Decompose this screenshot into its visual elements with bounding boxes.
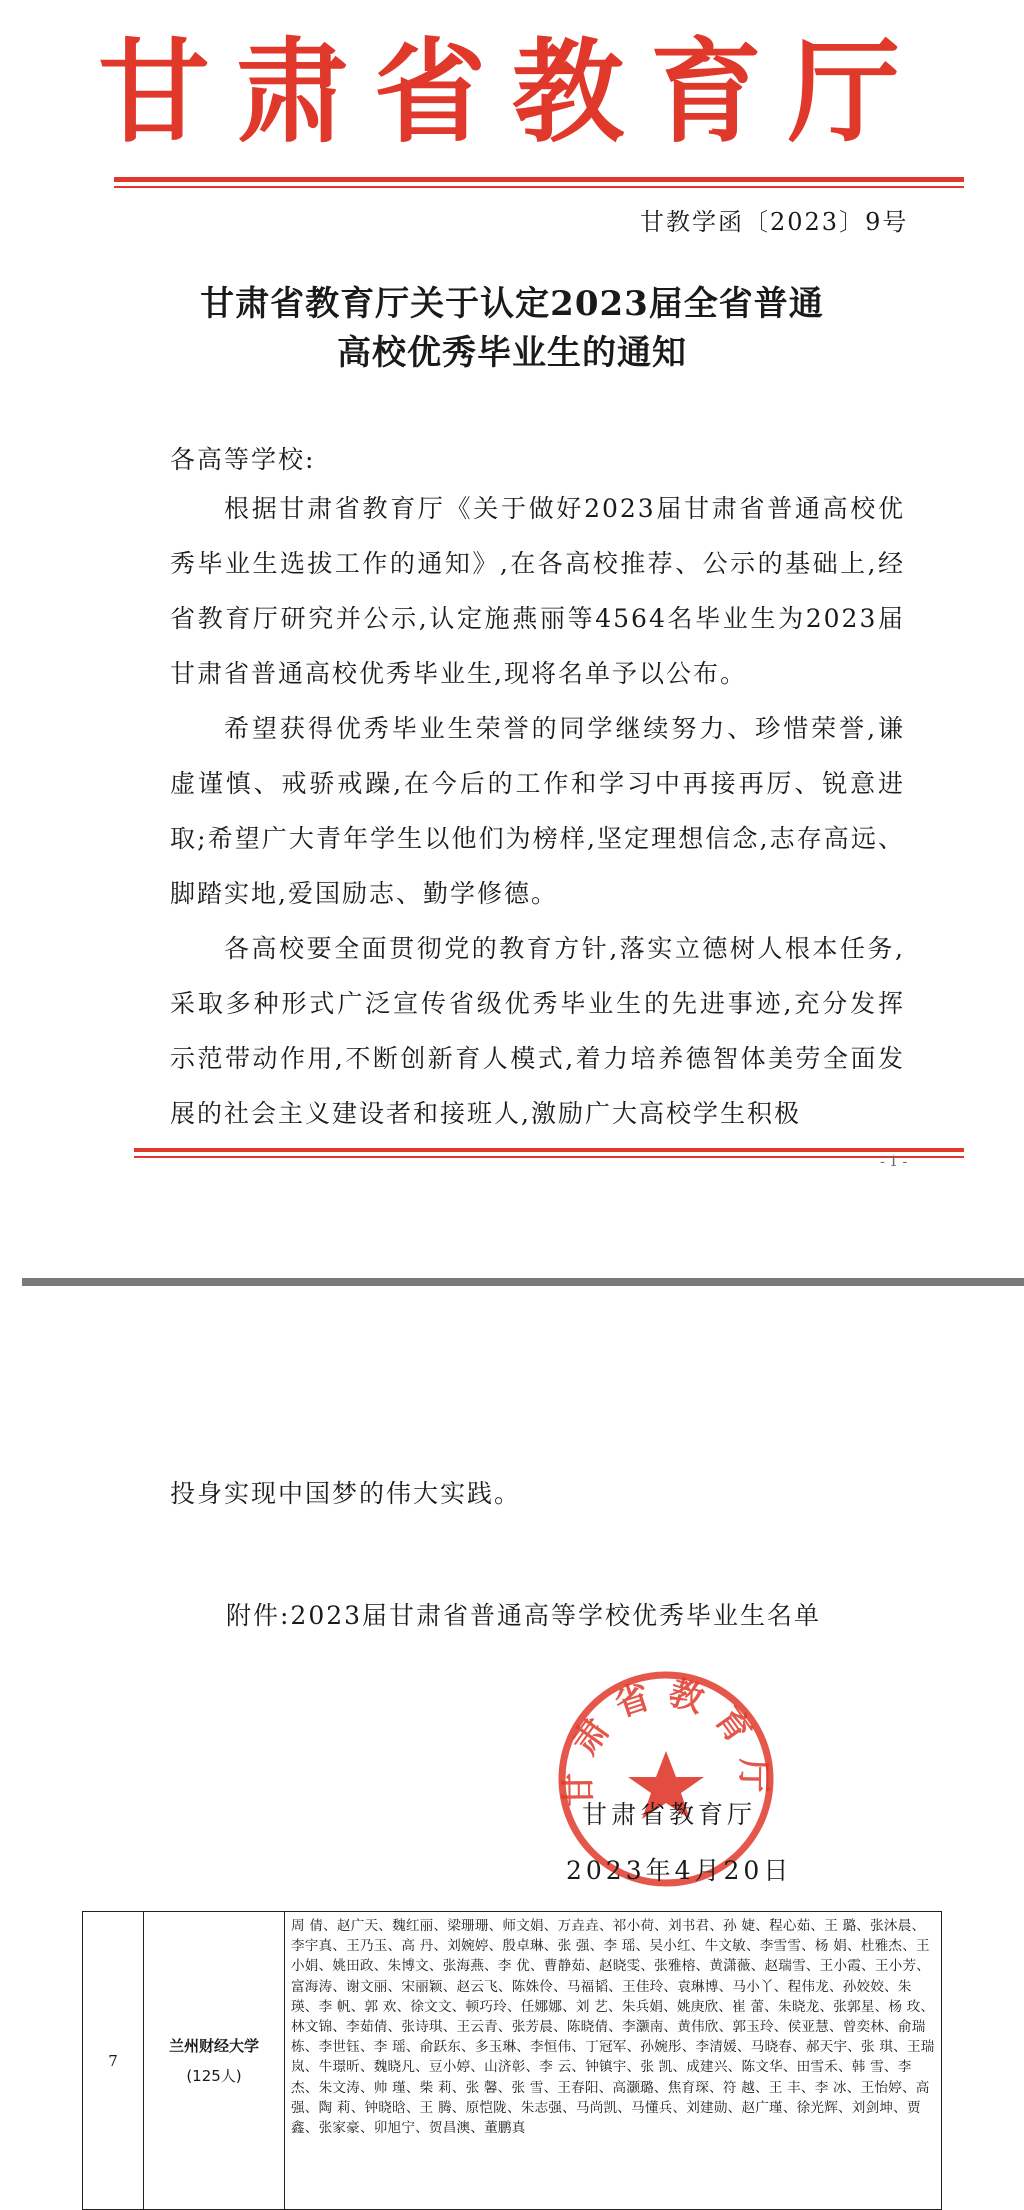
graduate-count: (125人) — [186, 2066, 242, 2085]
red-divider-top-thick — [114, 177, 964, 182]
page-separator — [22, 1278, 1024, 1286]
page-number: - 1 - — [880, 1154, 908, 1170]
issuer-signature: 甘肃省教育厅 — [582, 1800, 757, 1829]
graduate-list-table — [82, 1911, 942, 2210]
red-divider-top-thin — [114, 186, 964, 188]
paragraph-2: 希望获得优秀毕业生荣誉的同学继续努力、珍惜荣誉,谦虚谨慎、戒骄戒躁,在今后的工作和学习中再接再厉、锐意进取;希望广大青年学生以他们为榜样,坚定理想信念,志存高远、脚踏实地,爱国励志、勤学修德。 — [170, 714, 905, 908]
row-number: 7 — [83, 1912, 144, 2210]
document-title-line-2: 高校优秀毕业生的通知 — [337, 333, 687, 373]
salutation: 各高等学校: — [170, 445, 316, 474]
attachment-note: 附件:2023届甘肃省普通高等学校优秀毕业生名单 — [226, 1601, 822, 1630]
masthead-title: 甘肃省教育厅 — [98, 28, 926, 158]
document-number: 甘教学函〔2023〕9号 — [640, 208, 909, 236]
graduate-names: 周 倩、赵广天、魏红丽、梁珊珊、师文娟、万垚垚、祁小荷、刘书君、孙 婕、程心茹、王 璐、张沐晨、李宇真、王乃玉、高 丹、刘婉婷、殷卓琳、张 强、李 瑶、吴小红、牛文敏、李雪雪、杨 娟、杜雅杰、王小娟、姚田政、朱博文、张海燕、李 优、曹静茹、赵晓雯、张雅榕、黄潇薇、赵瑞雪、王小霞、王小芳、富海涛、谢文丽、宋丽颖、赵云飞、陈姝伶、马福韬、王佳玲、袁琳博、马小丫、程伟龙、孙姣姣、朱 瑛、李 帆、郭 欢、徐文文、顿巧玲、任娜娜、刘 艺、朱兵娟、姚庚欣、崔 蕾、朱晓龙、张郭星、杨 玫、林文锦、李茹倩、张诗琪、王云青、张芳晨、陈晓倩、李灏南、黄伟欣、郭玉玲、侯亚慧、曾奕林、俞瑞栋、李世钰、李 瑶、俞跃东、多玉琳、李恒伟、丁冠军、孙婉彤、李清媛、马晓春、郝天宇、张 琪、王瑞岚、牛璟昕、魏晓凡、豆小婷、山济彰、李 云、钟镇宇、张 凯、成建兴、陈文华、田雪禾、韩 雪、李 杰、朱文涛、帅 瑾、柴 莉、张 馨、张 雪、王春阳、高灏璐、焦育琛、符 越、王 丰、李 冰、王怡婷、高 强、陶 莉、钟晓晗、王 腾、原恺陇、朱志强、马尚凯、马懂兵、刘建勋、赵广瑾、徐光辉、刘剑坤、贾 鑫、张家豪、卯旭宁、贺昌澳、董鹏真 — [291, 1918, 935, 2137]
issue-date: 2023年4月20日 — [566, 1856, 793, 1885]
paragraph-continuation: 投身实现中国梦的伟大实践。 — [170, 1479, 522, 1508]
paragraph-3: 各高校要全面贯彻党的教育方针,落实立德树人根本任务,采取多种形式广泛宣传省级优秀毕业生的先进事迹,充分发挥示范带动作用,不断创新育人模式,着力培养德智体美劳全面发展的社会主义建设者和接班人,激励广大高校学生积极 — [170, 934, 905, 1128]
seal-text: 甘肃省教育厅 — [558, 1672, 774, 1807]
names-cell — [285, 1912, 942, 2210]
paragraph-1: 根据甘肃省教育厅《关于做好2023届甘肃省普通高校优秀毕业生选拔工作的通知》,在各高校推荐、公示的基础上,经省教育厅研究并公示,认定施燕丽等4564名毕业生为2023届甘肃省普通高校优秀毕业生,现将名单予以公布。 — [170, 494, 905, 688]
university-cell — [144, 1912, 285, 2210]
university-name: 兰州财经大学 — [168, 2036, 259, 2055]
table-row — [83, 1912, 942, 2210]
red-divider-bottom-thin — [134, 1156, 964, 1158]
red-divider-bottom-thick — [134, 1148, 964, 1152]
document-title-line-1: 甘肃省教育厅关于认定2023届全省普通 — [200, 284, 824, 324]
